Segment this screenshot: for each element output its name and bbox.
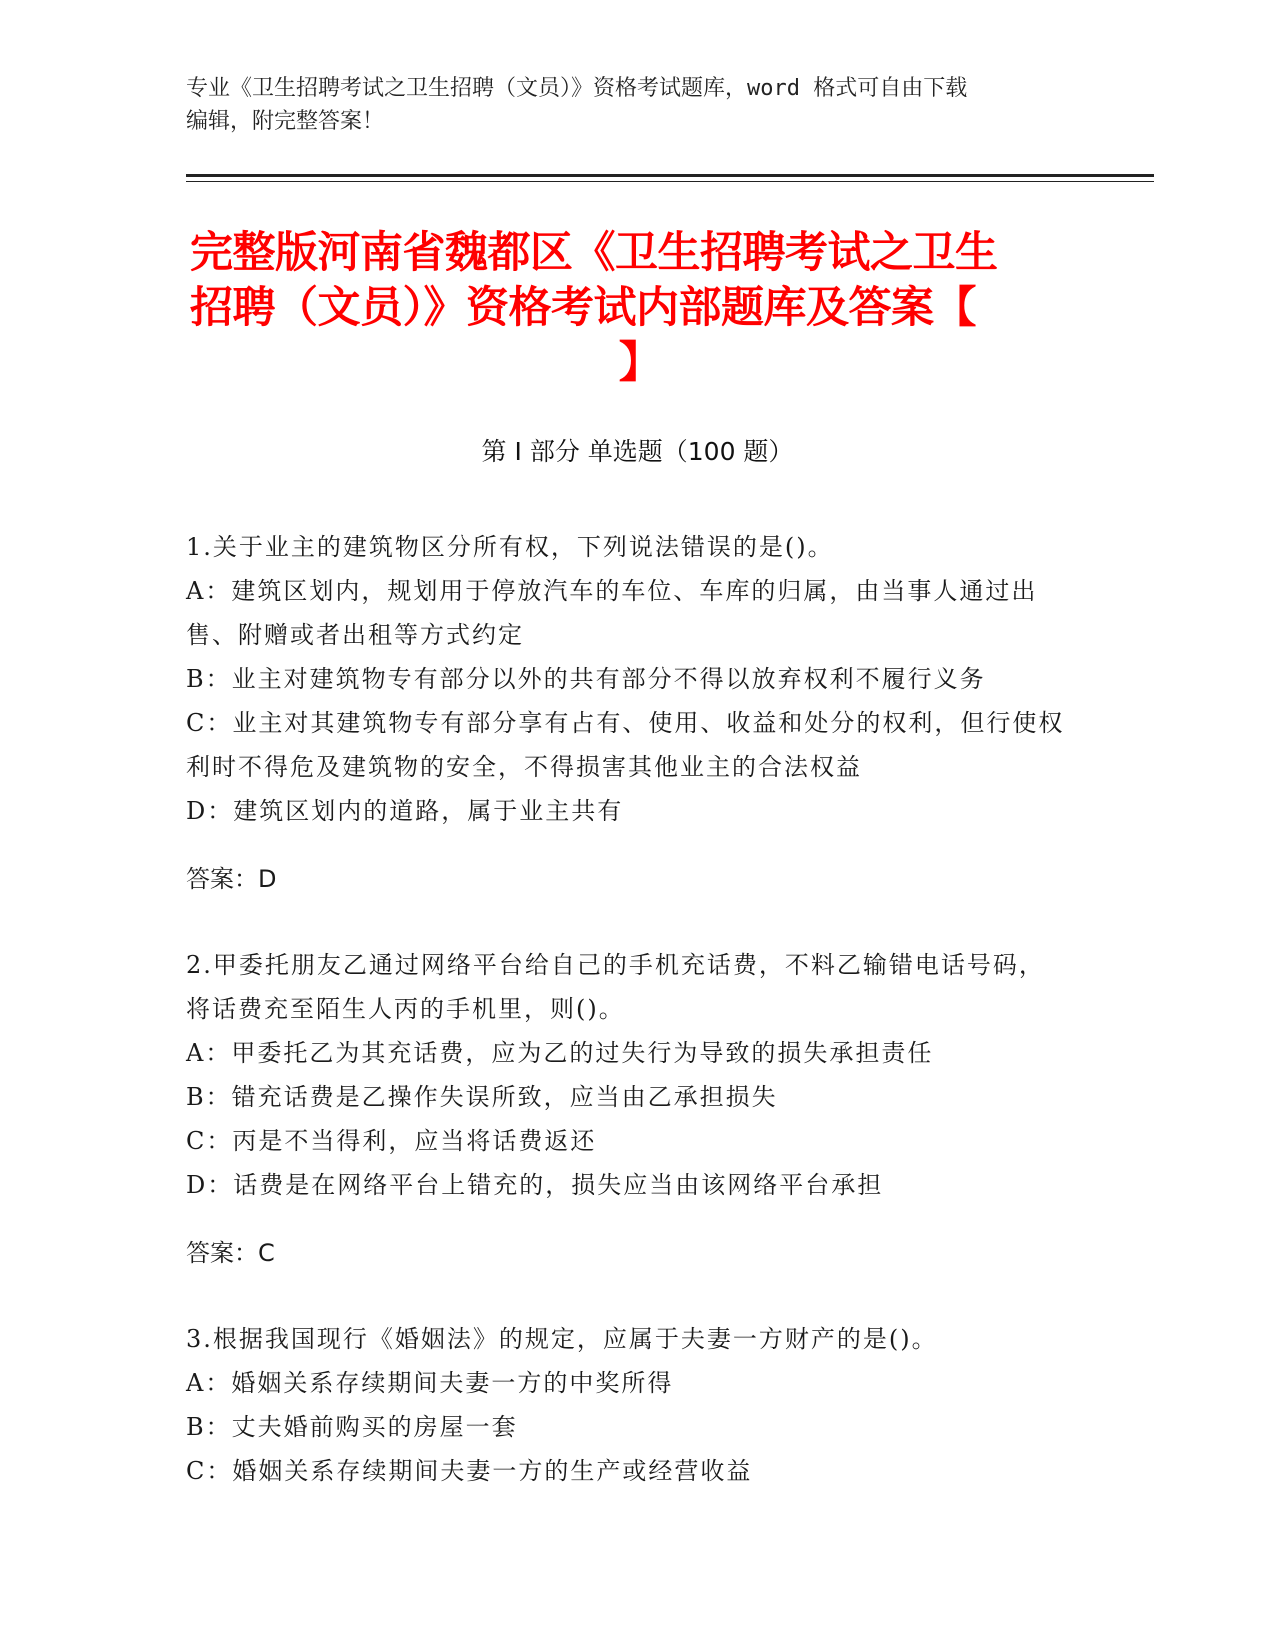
question-2	[186, 943, 1066, 1275]
title-line-3: 】	[618, 338, 662, 388]
answer: 答案：C	[186, 1239, 275, 1267]
option-a: A：婚姻关系存续期间夫妻一方的中奖所得	[186, 1369, 674, 1397]
option-b: B：业主对建筑物专有部分以外的共有部分不得以放弃权利不履行义务	[186, 665, 986, 693]
option-a: A：建筑区划内，规划用于停放汽车的车位、车库的归属，由当事人通过出售、附赠或者出租等方式约定	[186, 577, 1038, 649]
question-stem: 1.关于业主的建筑物区分所有权，下列说法错误的是()。	[186, 533, 834, 561]
document-title	[190, 226, 1090, 391]
option-c: C：丙是不当得利，应当将话费返还	[186, 1127, 597, 1155]
answer: 答案：D	[186, 865, 277, 893]
option-d: D：话费是在网络平台上错充的，损失应当由该网络平台承担	[186, 1171, 884, 1199]
question-1	[186, 525, 1066, 901]
section-heading: 第 I 部分 单选题（100 题）	[481, 437, 794, 466]
option-d: D：建筑区划内的道路，属于业主共有	[186, 797, 624, 825]
option-c: C：婚姻关系存续期间夫妻一方的生产或经营收益	[186, 1457, 753, 1485]
option-a: A：甲委托乙为其充话费，应为乙的过失行为导致的损失承担责任	[186, 1039, 934, 1067]
title-line-1: 完整版河南省魏都区《卫生招聘考试之卫生	[190, 228, 998, 278]
question-3	[186, 1317, 1066, 1493]
question-list	[186, 525, 1066, 1535]
title-line-2: 招聘（文员）》资格考试内部题库及答案【	[190, 283, 976, 333]
header-rule-thick	[186, 174, 1154, 177]
option-b: B：错充话费是乙操作失误所致，应当由乙承担损失	[186, 1083, 778, 1111]
header-note	[186, 72, 1086, 138]
header-note-line-2: 编辑，附完整答案！	[186, 109, 385, 134]
option-c: C：业主对其建筑物专有部分享有占有、使用、收益和处分的权利，但行使权利时不得危及建筑物的安全，不得损害其他业主的合法权益	[186, 709, 1065, 781]
option-b: B：丈夫婚前购买的房屋一套	[186, 1413, 518, 1441]
header-rule-thin	[186, 181, 1154, 182]
question-stem: 2.甲委托朋友乙通过网络平台给自己的手机充话费，不料乙输错电话号码，将话费充至陌生人丙的手机里，则()。	[186, 951, 1045, 1023]
header-note-line-1: 专业《卫生招聘考试之卫生招聘（文员）》资格考试题库，word 格式可自由下载	[186, 76, 968, 101]
question-stem: 3.根据我国现行《婚姻法》的规定，应属于夫妻一方财产的是()。	[186, 1325, 938, 1353]
